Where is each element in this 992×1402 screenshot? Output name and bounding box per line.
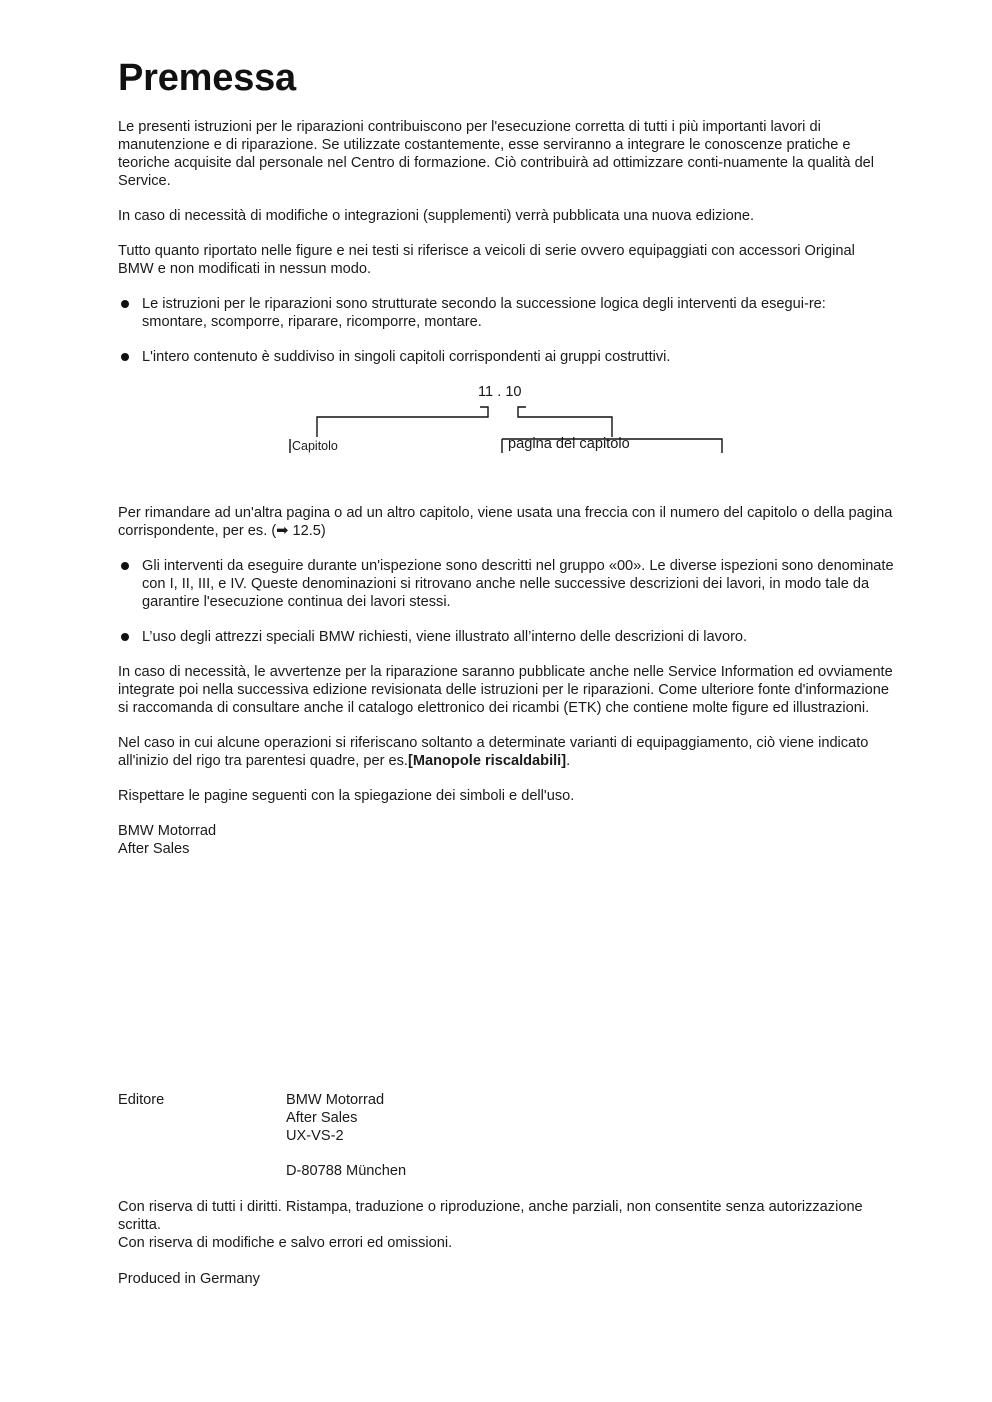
variants-example-bold: [Manopole riscaldabili] bbox=[407, 753, 567, 769]
publisher-label: Editore bbox=[118, 1092, 165, 1108]
bullet-item-special-tools: L’uso degli attrezzi speciali BMW richiesti, viene illustrato all’interno delle descrizioni di lavoro. bbox=[118, 628, 894, 646]
variants-paragraph bbox=[118, 734, 894, 770]
legal-notice bbox=[118, 1198, 894, 1252]
chapter-page-number: 11 . 10 bbox=[478, 384, 522, 400]
signature-block bbox=[118, 822, 894, 858]
scope-paragraph: Tutto quanto riportato nelle figure e nei testi si riferisce a veicoli di serie ovvero equipaggiati con accessori Original BMW e non modificati in nessun modo. bbox=[118, 243, 855, 277]
inspection-bullet-list bbox=[118, 557, 894, 646]
produced-in-germany: Produced in Germany bbox=[118, 1271, 260, 1287]
publisher-city: D-80788 München bbox=[286, 1163, 407, 1179]
publisher-line: UX-VS-2 bbox=[286, 1128, 344, 1144]
structure-bullet-list bbox=[118, 295, 894, 366]
legal-line: Con riserva di tutti i diritti. Ristampa, traduzione o riproduzione, anche parziali, non consentite senza autorizzazione scritta. bbox=[118, 1199, 863, 1233]
crossref-paragraph: Per rimandare ad un'altra pagina o ad un altro capitolo, viene usata una freccia con il numero del capitolo o della pagina corrispondente, per es. (➡ 12.5) bbox=[118, 505, 893, 539]
publisher-address bbox=[286, 1091, 406, 1180]
variants-end: . bbox=[566, 753, 571, 769]
chapter-label: Capitolo bbox=[292, 439, 338, 453]
publisher-row bbox=[118, 1091, 894, 1180]
publisher-line: BMW Motorrad bbox=[286, 1092, 385, 1108]
page-bracket-line bbox=[518, 407, 612, 437]
imprint-block bbox=[118, 1091, 894, 1288]
legal-line: Con riserva di modifiche e salvo errori ed omissioni. bbox=[118, 1235, 453, 1251]
chapter-bracket-line bbox=[317, 407, 488, 437]
page-title: Premessa bbox=[118, 57, 296, 99]
preface-page bbox=[118, 56, 894, 858]
publisher-line: After Sales bbox=[286, 1110, 358, 1126]
intro-paragraph: Le presenti istruzioni per le riparazioni contribuiscono per l'esecuzione corretta di tutti i più importanti lavori di manutenzione e di riparazione. Se utilizzate costantemente, esse serviranno a integrare le conoscenze pratiche e teoriche acquisite dal personale nel Centro di formazione. Ciò contribuirà ad ottimizzare conti-nuamente la qualità del Service. bbox=[118, 119, 875, 189]
bullet-item-chapters: L'intero contenuto è suddiviso in singoli capitoli corrispondenti ai gruppi costruttivi. bbox=[118, 348, 894, 366]
page-of-chapter-label: pagina del capitolo bbox=[508, 436, 630, 452]
signature-line: After Sales bbox=[118, 841, 190, 857]
bullet-item-structure: Le istruzioni per le riparazioni sono strutturate secondo la successione logica degli interventi da esegui-re: smontare, scomporre, riparare, ricomporre, montare. bbox=[118, 295, 894, 331]
respect-paragraph: Rispettare le pagine seguenti con la spiegazione dei simboli e dell'uso. bbox=[118, 788, 575, 804]
page-numbering-diagram bbox=[118, 383, 894, 478]
bullet-item-inspections: Gli interventi da eseguire durante un'ispezione sono descritti nel gruppo «00». Le diverse ispezioni sono denominate con I, II, III, e IV. Queste denominazioni si ritrovano anche nelle successive descrizioni dei lavori, in modo tale da garantire l'esecuzione continua dei lavori stessi. bbox=[118, 557, 894, 611]
supplement-paragraph: In caso di necessità di modifiche o integrazioni (supplementi) verrà pubblicata una nuova edizione. bbox=[118, 208, 755, 224]
variants-text: Nel caso in cui alcune operazioni si riferiscano soltanto a determinate varianti di equipaggiamento, ciò viene indicato all'inizio del rigo tra parentesi quadre, per es. bbox=[118, 735, 869, 769]
signature-line: BMW Motorrad bbox=[118, 823, 217, 839]
service-info-paragraph: In caso di necessità, le avvertenze per la riparazione saranno pubblicate anche nelle Service Information ed ovviamente integrate poi nella successiva edizione revisionata delle istruzioni per le riparazioni. Come ulteriore fonte d'informazione si raccomanda di consultare anche il catalogo elettronico dei ricambi (ETK) che contiene molte figure ed illustrazioni. bbox=[118, 664, 893, 716]
